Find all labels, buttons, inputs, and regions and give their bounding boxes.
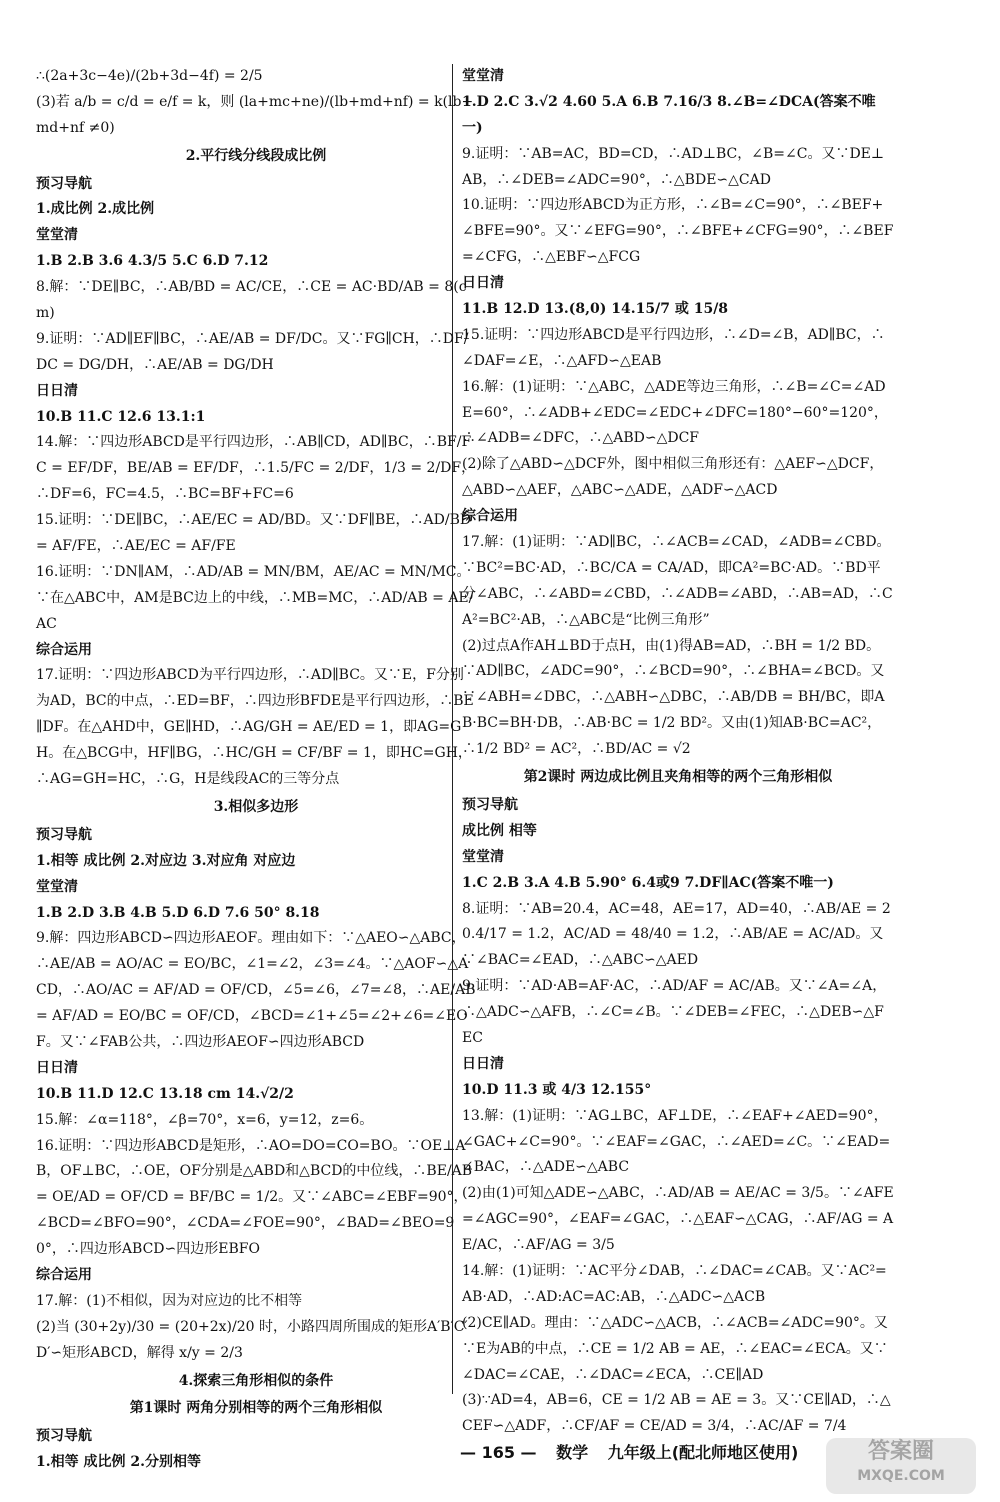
solution-text: 15.证明：∵DE∥BC，∴AE/EC = AD/BD。又∵DF∥BE，∴AD/BD = AF/FE，∴AE/EC = AF/FE <box>36 512 472 555</box>
solution-text: (2)当 (30+2y)/30 = (20+2x)/20 时，小路四周所围成的矩形A′B′C′D′∽矩形ABCD，解得 x/y = 2/3 <box>36 1318 468 1361</box>
answer-line: 1.C 2.B 3.A 4.B 5.90° 6.4或9 7.DF∥AC(答案不唯一) <box>462 874 834 891</box>
subsection-heading: 堂堂清 <box>36 878 78 895</box>
solution-text: 16.证明：∵四边形ABCD是矩形，∴AO=DO=CO=BO。∵OE⊥AB，OF⊥BC，∴OE，OF分别是△ABD和△BCD的中位线，∴BE/AB = OE/AD = OF/CD = BF/BC = 1/2。又∵∠ABC=∠EBF=90°，∠BCD=∠BFO=90°，∠CDA=∠FOE=90°，∠BAD=∠BEO=90°，∴四边形ABCD∽四边形EBFO <box>36 1137 473 1258</box>
solution-text: (3)若 a/b = c/d = e/f = k，则 (la+mc+ne)/(lb+md+nf) = k(lb+md+nf ≠0) <box>36 93 474 136</box>
subsection-heading: 堂堂清 <box>462 68 504 84</box>
answer-line: 11.B 12.D 13.(8,0) 14.15/7 或 15/8 <box>462 301 729 318</box>
subsection-heading: 堂堂清 <box>462 848 504 865</box>
footer-grade: 九年级上(配北师地区使用) <box>607 1443 799 1462</box>
solution-text: 17.证明：∵四边形ABCD为平行四边形，∴AD∥BC。又∵E，F分别为AD，BC的中点，∴ED=BF，∴四边形BFDE是平行四边形，∴BE∥DF。在△AHD中，GE∥HD，∴AG/GH = AE/ED = 1，即AG=GH。在△BCG中，HF∥BG，∴HC/GH = CF/BF = 1，即HC=GH，∴AG=GH=HC，∴G，H是线段AC的三等分点 <box>36 667 474 788</box>
solution-text: 9.证明：∵AB=AC，BD=CD，∴AD⊥BC，∠B=∠C。又∵DE⊥AB，∴∠DEB=∠ADC=90°，∴△BDE∽△CAD <box>462 145 885 188</box>
footer-subject: 数学 <box>556 1443 589 1462</box>
subsection-heading: 堂堂清 <box>36 227 78 244</box>
left-column <box>36 64 476 1476</box>
subsection-heading: 综合运用 <box>36 1266 92 1283</box>
answer-line: 10.B 11.D 12.C 13.18 cm 14.√2/2 <box>36 1085 294 1102</box>
solution-text: 10.证明：∵四边形ABCD为正方形，∴∠B=∠C=90°，∴∠BEF+∠BFE=90°。又∵∠EFG=90°，∴∠BFE+∠CFG=90°，∴∠BEF=∠CFG，∴△EBF∽△FCG <box>462 197 894 266</box>
subsection-heading: 预习导航 <box>36 1428 92 1445</box>
solution-text: 15.证明：∵四边形ABCD是平行四边形，∴∠D=∠B，AD∥BC，∴∠DAF=∠E，∴△AFD∽△EAB <box>462 326 885 369</box>
subsection-heading: 日日清 <box>36 1059 78 1076</box>
solution-text: (2)过点A作AH⊥BD于点H，由(1)得AB=AD，∴BH = 1/2 BD。∵AD∥BC，∠ADC=90°，∴∠BCD=90°，∴∠BHA=∠BCD。又∵∠ABH=∠DBC，∴△ABH∽△DBC，∴AB/DB = BH/BC，即AB·BC=BH·DB，∴AB·BC = 1/2 BD²。又由(1)知AB·BC=AC²，∴1/2 BD² = AC²，∴BD/AC = √2 <box>462 637 885 758</box>
answer-line: 1.成比例 2.成比例 <box>36 201 155 218</box>
solution-text: 8.证明：∵AB=20.4，AC=48，AE=17，AD=40，∴AB/AE = 20.4/17 = 1.2，AC/AD = 48/40 = 1.2，∴AB/AE = AC/AD。又∵∠BAC=∠EAD，∴△ABC∽△AED <box>462 900 891 969</box>
subsection-heading: 日日清 <box>462 275 504 292</box>
section-title: 2.平行线分线段成比例 <box>185 147 327 164</box>
right-column <box>462 64 894 1440</box>
answer-line: 1.D 2.C 3.√2 4.60 5.A 6.B 7.16/3 8.∠B=∠DCA(答案不唯一) <box>462 93 876 136</box>
page-number: — 165 — <box>460 1443 537 1462</box>
answer-line: 1.相等 成比例 2.分别相等 <box>36 1454 201 1471</box>
solution-text: 17.解：(1)证明：∵AD∥BC，∴∠ACB=∠CAD，∠ADB=∠CBD。∵BC²=BC·AD，∴BC/CA = CA/AD，即CA²=BC·AD。∵BD平分∠ABC，∴∠ABD=∠CBD，∴∠ADB=∠ABD，∴AB=AD，∴CA²=BC²·AB，∴△ABC是“比例三角形” <box>462 534 893 628</box>
solution-text: 13.解：(1)证明：∵AG⊥BC，AF⊥DE，∴∠EAF+∠AED=90°，∠GAC+∠C=90°。∵∠EAF=∠GAC，∴∠AED=∠C。∵∠EAD=∠BAC，∴△ADE∽△ABC <box>462 1107 891 1176</box>
solution-text: (2)由(1)可知△ADE∽△ABC，∴AD/AB = AE/AC = 3/5。∵∠AFE=∠AGC=90°，∠EAF=∠GAC，∴△EAF∽△CAG，∴AF/AG = AE/AC，∴AF/AG = 3/5 <box>462 1185 894 1254</box>
subsection-heading: 综合运用 <box>36 641 92 658</box>
site-watermark-logo <box>826 1438 976 1494</box>
solution-text: 8.解：∵DE∥BC，∴AB/BD = AC/CE，∴CE = AC·BD/AB = 8(cm) <box>36 279 467 322</box>
solution-text: (3)∵AD=4，AB=6，CE = 1/2 AB = AE = 3。又∵CE∥AD，∴△CEF∽△ADF，∴CF/AF = CE/AD = 3/4，∴AC/AF = 7/4 <box>462 1392 891 1435</box>
subsection-heading: 日日清 <box>462 1055 504 1072</box>
solution-text: 9.证明：∵AD∥EF∥BC，∴AE/AB = DF/DC。又∵FG∥CH，∴DF/DC = DG/DH，∴AE/AB = DG/DH <box>36 330 469 373</box>
section-title: 3.相似多边形 <box>213 798 299 815</box>
subsection-heading: 预习导航 <box>462 796 518 813</box>
answer-line: 成比例 相等 <box>462 822 537 839</box>
watermark-url: MXQE.COM <box>857 1468 945 1484</box>
subsection-heading: 预习导航 <box>36 826 92 843</box>
solution-text: 14.解：∵四边形ABCD是平行四边形，∴AB∥CD，AD∥BC，∴BF/FC = EF/DF，BE/AB = EF/DF，∴1.5/FC = 2/DF，1/3 = 2/DF，∴DF=6，FC=4.5，∴BC=BF+FC=6 <box>36 434 476 503</box>
subsection-heading: 综合运用 <box>462 508 518 525</box>
section-title: 第1课时 两角分别相等的两个三角形相似 <box>129 1400 383 1417</box>
solution-text: 16.解：(1)证明：∵△ABC，△ADE等边三角形，∴∠B=∠C=∠ADE=60°，∴∠ADB+∠EDC=∠EDC+∠DFC=180°−60°=120°，∴∠ADB=∠DFC，∴△ABD∽△DCF <box>462 378 888 447</box>
answer-line: 1.相等 成比例 2.对应边 3.对应角 对应边 <box>36 852 296 869</box>
section-title: 4.探索三角形相似的条件 <box>178 1372 334 1389</box>
watermark-text: 答案圈 <box>867 1439 934 1464</box>
solution-text: (2)CE∥AD。理由：∵△ADC∽△ACB，∴∠ACB=∠ADC=90°。又∵E为AB的中点，∴CE = 1/2 AB = AE，∴∠EAC=∠ECA。又∵∠DAC=∠CAE，∴∠DAC=∠ECA，∴CE∥AD <box>462 1314 888 1383</box>
solution-text: (2)除了△ABD∽△DCF外，图中相似三角形还有：△AEF∽△DCF，△ABD∽△AEF，△ABC∽△ADE，△ADF∽△ACD <box>462 456 884 499</box>
subsection-heading: 预习导航 <box>36 175 92 192</box>
section-title: 第2课时 两边成比例且夹角相等的两个三角形相似 <box>523 769 833 786</box>
solution-text: 15.解：∠α=118°，∠β=70°，x=6，y=12，z=6。 <box>36 1111 374 1128</box>
subsection-heading: 日日清 <box>36 382 78 399</box>
solution-text: 14.解：(1)证明：∵AC平分∠DAB，∴∠DAC=∠CAB。又∵AC²=AB·AD，∴AD:AC=AC:AB，∴△ADC∽△ACB <box>462 1262 887 1305</box>
answer-line: 1.B 2.B 3.6 4.3/5 5.C 6.D 7.12 <box>36 253 269 270</box>
answer-line: 10.B 11.C 12.6 13.1:1 <box>36 408 206 425</box>
solution-text: 9.解：四边形ABCD∽四边形AEOF。理由如下：∵△AEO∽△ABC，∴AE/AB = AO/AC = EO/BC，∠1=∠2，∠3=∠4。∵△AOF∽△ACD，∴AO/AC = AF/AD = OF/CD，∠5=∠6，∠7=∠8，∴AE/AB = AF/AD = EO/BC = OF/CD，∠BCD=∠1+∠5=∠2+∠6=∠EOF。又∵∠FAB公共，∴四边形AEOF∽四边形ABCD <box>36 930 476 1050</box>
solution-text: 17.解：(1)不相似，因为对应边的比不相等 <box>36 1292 303 1309</box>
solution-text: ∴(2a+3c−4e)/(2b+3d−4f) = 2/5 <box>36 68 263 84</box>
answer-line: 10.D 11.3 或 4/3 12.155° <box>462 1081 652 1098</box>
solution-text: 9.证明：∵AD·AB=AF·AC，∴AD/AF = AC/AB。又∵∠A=∠A，∴△ADC∽△AFB，∴∠C=∠B。∵∠DEB=∠FEC，∴△DEB∽△FEC <box>462 978 887 1046</box>
answer-line: 1.B 2.D 3.B 4.B 5.D 6.D 7.6 50° 8.18 <box>36 904 320 921</box>
solution-text: 16.证明：∵DN∥AM，∴AD/AB = MN/BM，AE/AC = MN/MC。∵在△ABC中，AM是BC边上的中线，∴MB=MC，∴AD/AB = AE/AC <box>36 563 474 632</box>
